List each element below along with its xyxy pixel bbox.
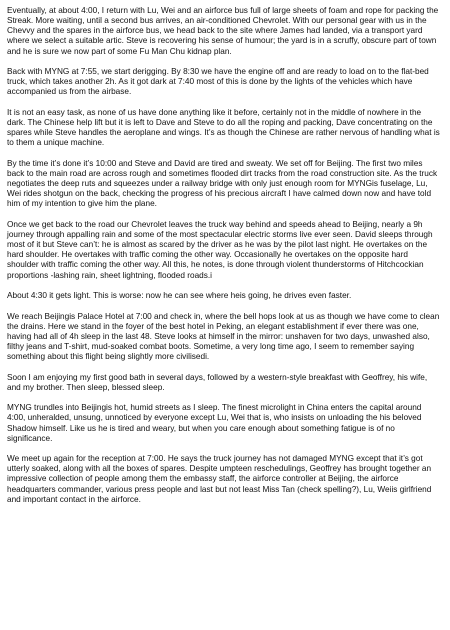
paragraph-reception: We meet up again for the reception at 7:00. He says the truck journey has not damaged MYNG except that it’s got utterly soaked, along with all the boxes of spares. Despite umpteen reschedulings, Geoffrey has brought together an impressive collection of people among them the embassy staff, the airforce controller at Beijing, the airforce headquarters commander, various press people and last but not least Miss Tan (check spelling?), Lu, Weiis girlfriend and important contact in the airforce. <box>7 454 432 504</box>
paragraph-departure: By the time it’s done it’s 10:00 and Steve and David are tired and sweaty. We set off for Beijing. The first two miles back to the main road are across rough and sometimes flooded dirt tracks from the road construction site. As the truck negotiates the deep ruts and squeezes under a railway bridge with only just enough room for MYNGis fuselage, Lu, Wei rides shotgun on the back, checking the progress of his precious aircraft I have calmed down now and have told him of my intention to give him the plane. <box>7 158 438 209</box>
paragraph-dawn: About 4:30 it gets light. This is worse: now he can see where heis going, he drives even faster. <box>7 291 352 301</box>
paragraph-breakfast: Soon I am enjoying my first good bath in several days, followed by a western-style breakfast with Geoffrey, his wife, and my brother. Then sleep, blessed sleep. <box>7 372 428 392</box>
paragraph-palace-hotel: We reach Beijingis Palace Hotel at 7:00 and check in, where the bell hops look at us as though we have come to clean the drains. Here we stand in the foyer of the best hotel in Peking, an elegant establishment if ever there was one, having had all of 4h sleep in the last 48. Steve looks at himself in the mirror: unshaven for two days, unwashed also, filthy jeans and T-shirt, mud-soaked combat boots. Sometime, a very long time ago, I seem to remember saying something about this flight being slightly more civilisedi. <box>7 311 440 362</box>
paragraph-myng-arrives: MYNG trundles into Beijingis hot, humid streets as I sleep. The finest microlight in China enters the capital around 4:00, unheralded, unsung, unnoticed by everyone except Lu, Wei that is, who insists on unloading the his beloved Shadow himself. Like us he is tired and weary, but when you care enough about something fatigue is of no significance. <box>7 403 422 443</box>
paragraph-packing: It is not an easy task, as none of us have done anything like it before, certainly not in the middle of nowhere in the dark. The Chinese help lift but it is left to Dave and Steve to do all the roping and packing, Dave concentrating on the spares while Steve handles the aeroplane and wings. It’s as though the Chinese are rather nervous of handling what is to them a unique machine. <box>7 107 440 148</box>
paragraph-return-to-site: Eventually, at about 4:00, I return with Lu, Wei and an airforce bus full of large sheets of foam and rope for packing the Streak. More waiting, until a second bus arrives, an air-conditioned Chevrolet. With our personal gear with us in the Chevvy and the spares in the airforce bus, we head back to the site where James had landed, via a transport yard where we select a suitable artic. Steve is recovering his sense of humour; the yard is in a scruffy, obscure part of town and he is sure we now part of some Fu Man Chu kidnap plan. <box>7 6 439 56</box>
paragraph-night-drive: Once we get back to the road our Chevrolet leaves the truck way behind and speeds ahead to Beijing, nearly a 9h journey through appalling rain and some of the most spectacular electric storms live ever seen. David sleeps through most of it but Steve can’t: he is almost as scared by the driver as he was by the pilot last night. He overtakes on the hard shoulder. He overtakes with traffic coming the other way. Occasionally he overtakes on the opposite hard shoulder with traffic coming the other way. All this, he notes, is done through violent thunderstorms of Hitchcockian proportions -lashing rain, sheet lightning, flooded roads.i <box>7 219 433 280</box>
document-page <box>7 6 440 515</box>
paragraph-derigging: Back with MYNG at 7:55, we start derigging. By 8:30 we have the engine off and are ready to load on to the flat-bed truck, which takes another 2h. As it got dark at 7:40 most of this is done by the lights of the vehicles which have accompanied us from the airbase. <box>7 67 429 97</box>
